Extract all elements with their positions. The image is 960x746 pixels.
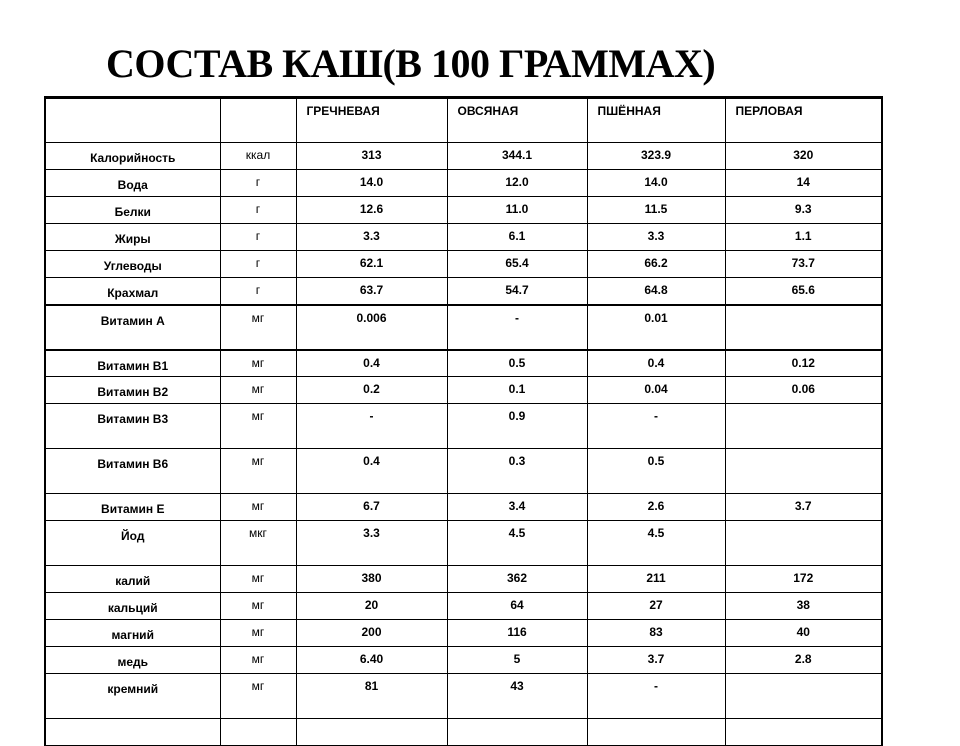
value-cell: 3.7 [725,494,882,521]
value-cell: 0.12 [725,350,882,377]
table-row [45,278,882,305]
table-row [45,719,882,746]
table-row [45,449,882,494]
value-cell: - [447,305,587,350]
value-cell: 0.06 [725,377,882,404]
value-cell: 0.4 [587,350,725,377]
unit-cell: мг [220,377,296,404]
value-cell: 116 [447,620,587,647]
value-cell: 6.7 [296,494,447,521]
unit-cell: мг [220,620,296,647]
unit-cell: г [220,278,296,305]
unit-cell: мг [220,449,296,494]
nutrient-name-cell: кальций [45,593,220,620]
value-cell: 66.2 [587,251,725,278]
value-cell [725,719,882,746]
nutrient-name-cell: Витамин В2 [45,377,220,404]
unit-cell: мг [220,305,296,350]
value-cell: 211 [587,566,725,593]
value-cell: 4.5 [587,521,725,566]
value-cell: 14.0 [296,170,447,197]
nutrient-name-cell: Жиры [45,224,220,251]
nutrient-name-cell: Белки [45,197,220,224]
nutrient-name-cell: калий [45,566,220,593]
nutrient-name-cell: Витамин Е [45,494,220,521]
header-cell: ПЕРЛОВАЯ [725,98,882,143]
nutrient-name-cell [45,719,220,746]
value-cell: 12.6 [296,197,447,224]
value-cell: 0.4 [296,449,447,494]
value-cell [725,449,882,494]
header-cell [45,98,220,143]
table-row [45,674,882,719]
value-cell: - [296,404,447,449]
nutrient-name-cell: Йод [45,521,220,566]
value-cell [447,719,587,746]
value-cell [296,719,447,746]
value-cell: 83 [587,620,725,647]
table-row [45,521,882,566]
table-row [45,197,882,224]
unit-cell: ккал [220,143,296,170]
header-cell: ОВСЯНАЯ [447,98,587,143]
value-cell: 65.4 [447,251,587,278]
unit-cell: г [220,251,296,278]
value-cell: 6.40 [296,647,447,674]
table-row [45,494,882,521]
value-cell: 14 [725,170,882,197]
value-cell: 2.8 [725,647,882,674]
value-cell: 0.3 [447,449,587,494]
value-cell: 344.1 [447,143,587,170]
page-title: СОСТАВ КАШ(В 100 ГРАММАХ) [106,41,716,86]
value-cell [587,719,725,746]
unit-cell: мкг [220,521,296,566]
unit-cell: мг [220,674,296,719]
value-cell: 6.1 [447,224,587,251]
value-cell: 12.0 [447,170,587,197]
unit-cell: г [220,224,296,251]
header-cell [220,98,296,143]
value-cell: 0.1 [447,377,587,404]
value-cell: 14.0 [587,170,725,197]
value-cell: 3.4 [447,494,587,521]
value-cell: 362 [447,566,587,593]
value-cell: 3.3 [296,521,447,566]
unit-cell: мг [220,404,296,449]
table-row [45,404,882,449]
nutrient-name-cell: Витамин В1 [45,350,220,377]
value-cell: 63.7 [296,278,447,305]
value-cell: 3.3 [296,224,447,251]
value-cell: 27 [587,593,725,620]
value-cell: 64.8 [587,278,725,305]
value-cell: 43 [447,674,587,719]
value-cell: 5 [447,647,587,674]
nutrient-name-cell: Углеводы [45,251,220,278]
table-row [45,566,882,593]
value-cell: 0.2 [296,377,447,404]
value-cell [725,305,882,350]
nutrient-name-cell: медь [45,647,220,674]
value-cell: 9.3 [725,197,882,224]
composition-table [44,96,883,746]
table-row [45,170,882,197]
value-cell: 11.5 [587,197,725,224]
nutrient-name-cell: Калорийность [45,143,220,170]
value-cell: - [587,404,725,449]
unit-cell: мг [220,566,296,593]
value-cell: 0.006 [296,305,447,350]
table-row [45,251,882,278]
table-body [45,98,882,746]
nutrient-name-cell: Вода [45,170,220,197]
value-cell: 0.01 [587,305,725,350]
table-row [45,593,882,620]
value-cell: 73.7 [725,251,882,278]
unit-cell: мг [220,593,296,620]
unit-cell: мг [220,350,296,377]
value-cell: 172 [725,566,882,593]
value-cell: 380 [296,566,447,593]
value-cell: 2.6 [587,494,725,521]
unit-cell [220,719,296,746]
table-row [45,647,882,674]
unit-cell: мг [220,647,296,674]
table-row [45,620,882,647]
header-cell: ГРЕЧНЕВАЯ [296,98,447,143]
value-cell: 0.5 [447,350,587,377]
value-cell: 38 [725,593,882,620]
value-cell: 64 [447,593,587,620]
value-cell: 40 [725,620,882,647]
value-cell: 65.6 [725,278,882,305]
unit-cell: мг [220,494,296,521]
value-cell: 0.04 [587,377,725,404]
table-row [45,305,882,350]
value-cell: 3.3 [587,224,725,251]
value-cell [725,674,882,719]
table-row [45,377,882,404]
value-cell: 0.9 [447,404,587,449]
value-cell: 1.1 [725,224,882,251]
value-cell: 81 [296,674,447,719]
nutrient-name-cell: Витамин В6 [45,449,220,494]
value-cell: 200 [296,620,447,647]
table-row [45,224,882,251]
value-cell: 54.7 [447,278,587,305]
value-cell: 4.5 [447,521,587,566]
nutrient-name-cell: Крахмал [45,278,220,305]
value-cell: - [587,674,725,719]
nutrient-name-cell: магний [45,620,220,647]
value-cell: 11.0 [447,197,587,224]
header-cell: ПШЁННАЯ [587,98,725,143]
value-cell: 0.4 [296,350,447,377]
nutrient-name-cell: кремний [45,674,220,719]
value-cell [725,521,882,566]
table-row [45,143,882,170]
value-cell: 62.1 [296,251,447,278]
unit-cell: г [220,170,296,197]
nutrient-name-cell: Витамин В3 [45,404,220,449]
nutrient-name-cell: Витамин А [45,305,220,350]
value-cell: 20 [296,593,447,620]
value-cell: 0.5 [587,449,725,494]
header-row [45,98,882,143]
value-cell: 323.9 [587,143,725,170]
table-row [45,350,882,377]
value-cell: 313 [296,143,447,170]
unit-cell: г [220,197,296,224]
value-cell: 3.7 [587,647,725,674]
value-cell: 320 [725,143,882,170]
value-cell [725,404,882,449]
